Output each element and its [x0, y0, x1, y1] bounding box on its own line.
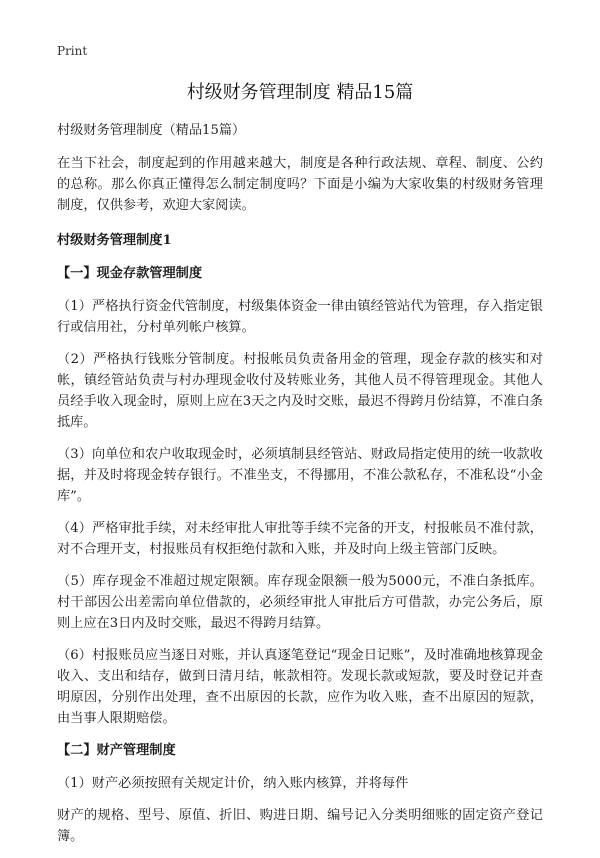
section-heading: 村级财务管理制度1 [57, 233, 172, 248]
part-heading-property: 【二】财产管理制度 [57, 743, 176, 758]
list-item: （2）严格执行钱账分管制度。村报帐员负责备用金的管理，现金存款的核实和对帐，镇经管站负责与村办理现金收付及转账业务，其他人员不得管理现金。其他人员经手收入现金时，原则上应在3天之内及时交账，最迟不得跨月份结算，不准白条抵库。 [57, 352, 543, 430]
intro-paragraph: 在当下社会，制度起到的作用越来越大，制度是各种行政法规、章程、制度、公约的总称。那么你真正懂得怎么制定制度吗？下面是小编为大家收集的村级财务管理制度，仅供参考，欢迎大家阅读。 [57, 156, 543, 213]
document-subtitle: 村级财务管理制度（精品15篇） [57, 123, 246, 138]
list-item: （3）向单位和农户收取现金时，必须填制县经管站、财政局指定使用的统一收款收据，并及时将现金转存银行。不准坐支，不得挪用，不准公款私存，不准私设“小金库”。 [57, 447, 543, 504]
list-item: 财产的规格、型号、原值、折旧、购进日期、编号记入分类明细账的固定资产登记簿。 [57, 808, 543, 844]
part-heading-cash: 【一】现金存款管理制度 [57, 266, 203, 281]
list-item: （1）财产必须按照有关规定计价，纳入账内核算，并将每件 [57, 776, 409, 791]
print-label[interactable]: Print [57, 44, 88, 58]
list-item: （4）严格审批手续，对未经审批人审批等手续不完备的开支，村报帐员不准付款，对不合理开支，村报账员有权拒绝付款和入账，并及时向上级主管部门反映。 [57, 521, 543, 557]
list-item: （1）严格执行资金代管制度，村级集体资金一律由镇经管站代为管理，存入指定银行或信用社，分村单列帐户核算。 [57, 299, 543, 335]
document-body [57, 120, 543, 858]
list-item: （6）村报账员应当逐日对账，并认真逐笔登记“现金日记账”，及时准确地核算现金收入、支出和结存，做到日清月结，帐款相符。发现长款或短款，要及时登记并查明原因，分别作出处理，查不出原因的长款，应作为收入账，查不出原因的短款，由当事人限期赔偿。 [57, 648, 543, 726]
document-title: 村级财务管理制度 精品15篇 [186, 82, 414, 103]
list-item: （5）库存现金不准超过规定限额。库存现金限额一般为5000元，不准白条抵库。村干部因公出差需向单位借款的，必须经审批人审批后方可借款，办完公务后，原则上应在3日内及时交账，最迟不得跨月结算。 [57, 574, 543, 631]
